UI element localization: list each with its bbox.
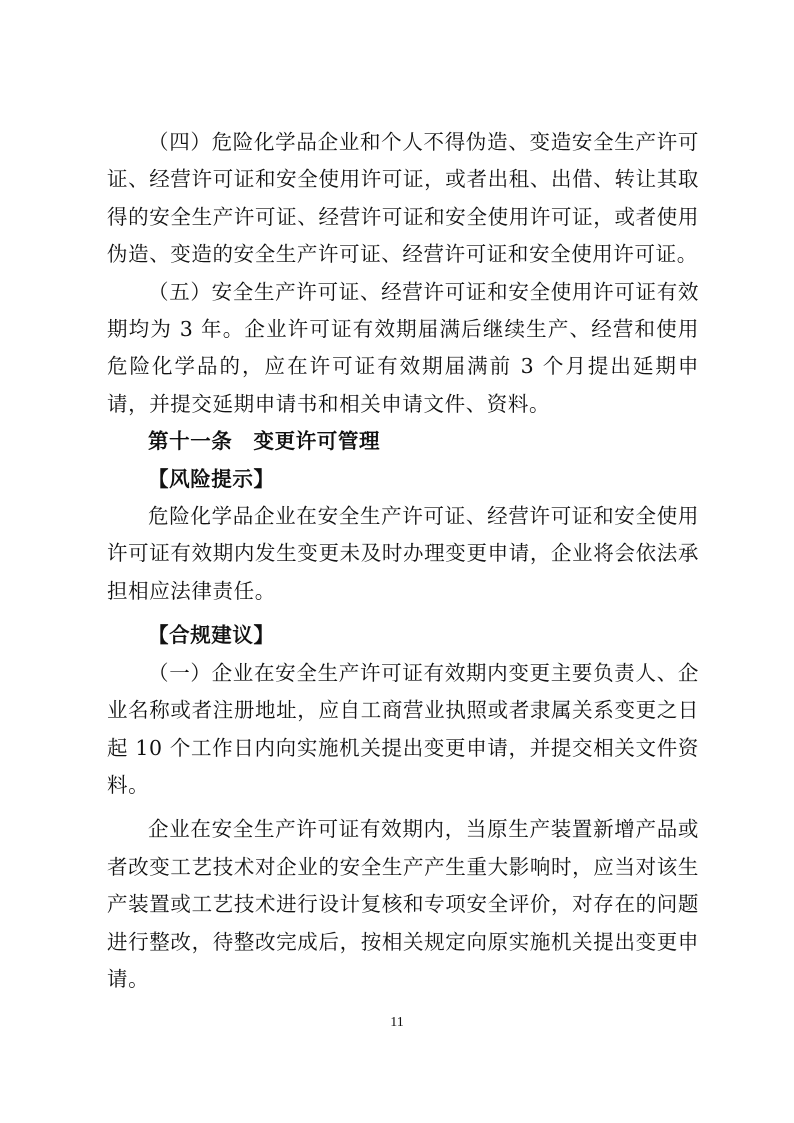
page-body xyxy=(107,124,699,998)
article-heading: 第十一条 变更许可管理 xyxy=(148,429,381,454)
risk-paragraph: 危险化学品企业在安全生产许可证、经营许可证和安全使用许可证有效期内发生变更未及时办理变更申请，企业将会依法承担相应法律责任。 xyxy=(107,504,699,603)
paragraph-item-5: （五）安全生产许可证、经营许可证和安全使用许可证有效期均为 3 年。企业许可证有效期届满后继续生产、经营和使用危险化学品的，应在许可证有效期届满前 3 个月提出延期申请，并提交延期申请书和相关申请文件、资料。 xyxy=(107,279,699,416)
compliance-item-1-continued: 企业在安全生产许可证有效期内，当原生产装置新增产品或者改变工艺技术对企业的安全生产产生重大影响时，应当对该生产装置或工艺技术进行设计复核和专项安全评价，对存在的问题进行整改，待整改完成后，按相关规定向原实施机关提出变更申请。 xyxy=(107,817,699,991)
compliance-item-1: （一）企业在安全生产许可证有效期内变更主要负责人、企业名称或者注册地址，应自工商营业执照或者隶属关系变更之日起 10 个工作日内向实施机关提出变更申请，并提交相关文件资料。 xyxy=(107,660,699,797)
compliance-heading: 【合规建议】 xyxy=(148,623,275,648)
page-number: 11 xyxy=(390,1015,404,1030)
paragraph-item-4: （四）危险化学品企业和个人不得伪造、变造安全生产许可证、经营许可证和安全使用许可证，或者出租、出借、转让其取得的安全生产许可证、经营许可证和安全使用许可证，或者使用伪造、变造的安全生产许可证、经营许可证和安全使用许可证。 xyxy=(107,130,699,267)
risk-heading: 【风险提示】 xyxy=(148,466,275,491)
spacer xyxy=(107,610,699,617)
spacer xyxy=(107,804,699,811)
